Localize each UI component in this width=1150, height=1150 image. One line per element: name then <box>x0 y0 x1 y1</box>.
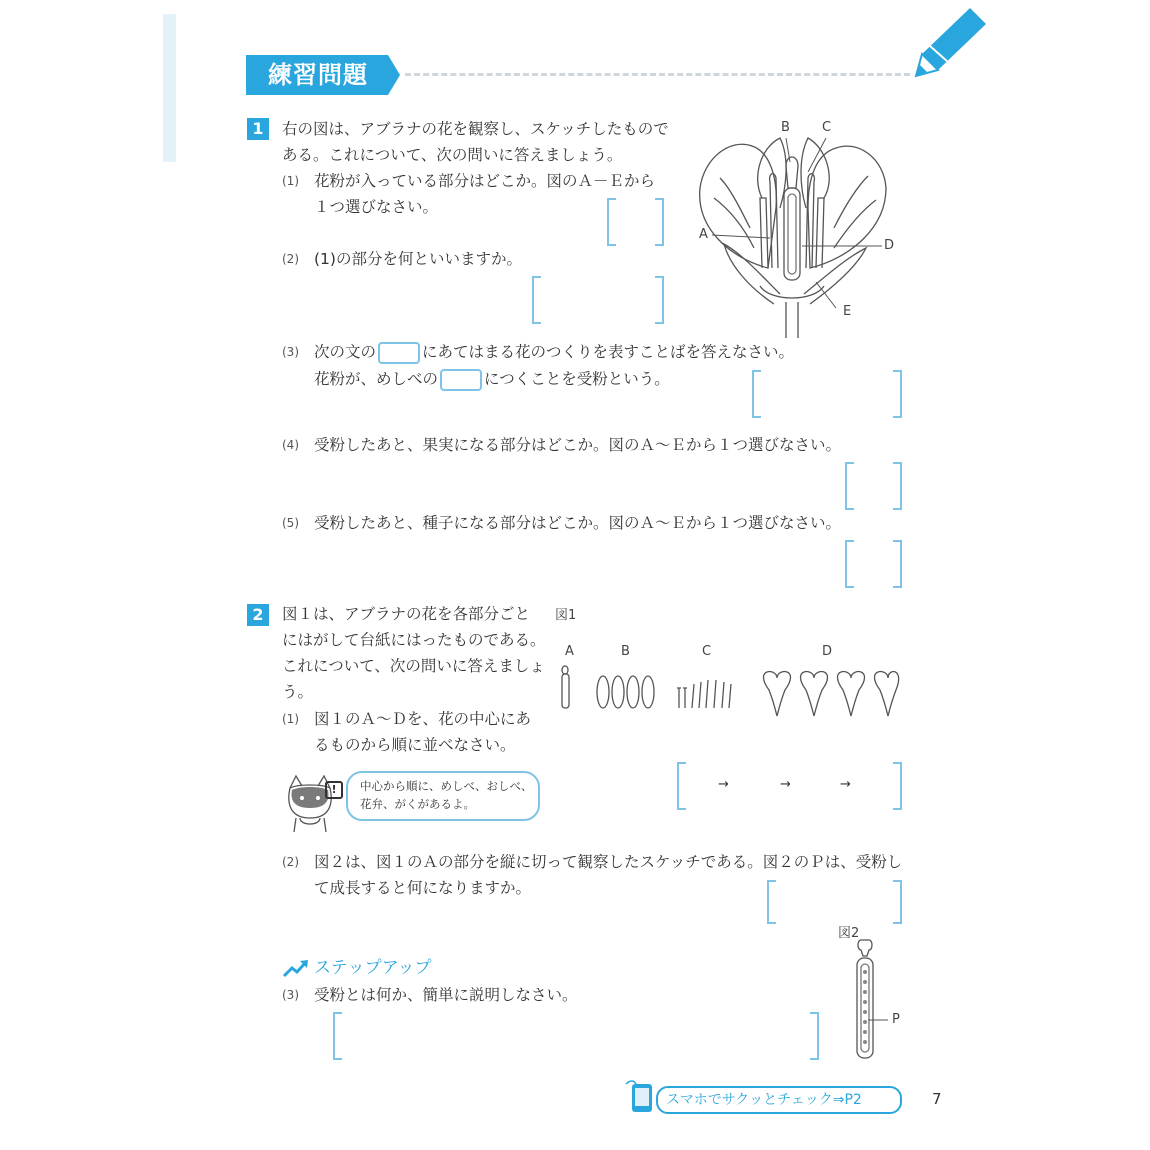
q1-sub3-answer-bracket-left[interactable] <box>752 370 761 418</box>
hint-exclamation: ! <box>325 781 343 799</box>
section-title-banner <box>246 55 400 95</box>
rape-flower-figure <box>690 118 910 340</box>
q2-sub1-answer-bracket-left[interactable] <box>677 762 686 810</box>
q1-sub3-line-1b: にあてはまる花のつくりを表すことばを答えなさい。 <box>422 343 795 361</box>
q1-sub1-answer-bracket-left[interactable] <box>607 198 616 246</box>
q1-sub5-text: 受粉したあと、種子になる部分はどこか。図のＡ～Ｅから１つ選びなさい。 <box>314 514 842 532</box>
q1-sub2-text: (1)の部分を何といいますか。 <box>314 250 522 268</box>
q1-sub2-answer-bracket-right[interactable] <box>655 276 664 324</box>
q1-sub1-line-2: １つ選びなさい。 <box>314 198 439 216</box>
q2-intro-line-4: う。 <box>282 683 314 701</box>
q1-sub4-number: (4) <box>282 438 299 452</box>
q1-sub4-answer-bracket-right[interactable] <box>893 462 902 510</box>
order-arrow-1: → <box>718 777 729 792</box>
pencil-icon <box>908 2 990 78</box>
q1-sub3-answer-bracket-right[interactable] <box>893 370 902 418</box>
q1-sub5-answer-bracket-left[interactable] <box>845 540 854 588</box>
question-number-2: 2 <box>247 604 269 626</box>
q2-sub3-answer-bracket-right[interactable] <box>810 1012 819 1060</box>
flower-label-e: E <box>843 304 852 319</box>
q1-sub4-answer-bracket-left[interactable] <box>845 462 854 510</box>
q1-sub4-text: 受粉したあと、果実になる部分はどこか。図のＡ～Ｅから１つ選びなさい。 <box>314 436 842 454</box>
left-accent-bar <box>163 14 176 162</box>
q1-sub1-line-1: 花粉が入っている部分はどこか。図のＡ－Ｅから <box>314 172 656 190</box>
q1-sub3-line-2a: 花粉が、めしべの <box>314 370 439 388</box>
q2-sub2-line-1: 図２は、図１のＡの部分を縦に切って観察したスケッチである。図２のＰは、受粉し <box>314 853 903 871</box>
q1-sub2-answer-bracket-left[interactable] <box>532 276 541 324</box>
hint-bubble <box>346 771 540 821</box>
question-number-1: 1 <box>247 118 269 140</box>
q2-sub3-number: (3) <box>282 988 299 1002</box>
flower-parts-figure <box>555 660 905 720</box>
q1-sub3-line-1a: 次の文の <box>314 343 377 361</box>
q1-sub3-blank-box-1 <box>378 342 420 364</box>
q1-sub3-number: (3) <box>282 345 299 359</box>
flower-label-a: A <box>699 227 708 242</box>
q2-sub2-answer-bracket-right[interactable] <box>893 880 902 924</box>
fig1-label-a: A <box>565 644 574 659</box>
q2-intro-line-1: 図１は、アブラナの花を各部分ごと <box>282 605 531 623</box>
page-number: 7 <box>932 1090 942 1108</box>
step-up-label: ステップアップ <box>314 958 432 978</box>
q1-sub3-line-1 <box>314 339 794 365</box>
q1-intro-line-1: 右の図は、アブラナの花を観察し、スケッチしたもので <box>282 120 669 138</box>
q2-sub1-line-2: るものから順に並べなさい。 <box>314 736 516 754</box>
q1-sub3-line-2b: につくことを受粉という。 <box>484 370 670 388</box>
footer-check-link[interactable] <box>656 1086 902 1114</box>
q2-sub2-number: (2) <box>282 855 299 869</box>
q2-sub2-line-2: て成長すると何になりますか。 <box>314 879 532 897</box>
figure-2-title: 図2 <box>838 926 860 941</box>
q1-sub3-blank-box-2 <box>440 369 482 391</box>
q1-sub5-number: (5) <box>282 516 299 530</box>
header-dashed-line <box>405 73 910 76</box>
q2-sub1-answer-bracket-right[interactable] <box>893 762 902 810</box>
q2-sub3-text: 受粉とは何か、簡単に説明しなさい。 <box>314 986 578 1004</box>
flower-label-b: B <box>781 120 790 135</box>
order-arrow-2: → <box>780 777 791 792</box>
q1-sub1-number: (1) <box>282 174 299 188</box>
q2-intro-line-3: これについて、次の問いに答えましょ <box>282 657 545 675</box>
figure-2-label-p: P <box>892 1012 900 1027</box>
flower-label-d: D <box>884 238 895 253</box>
pistil-section-figure <box>848 938 888 1062</box>
q1-sub2-number: (2) <box>282 252 299 266</box>
footer-check-link-text: スマホでサクッとチェック⇒P2 <box>666 1092 862 1108</box>
section-title: 練習問題 <box>268 61 368 89</box>
q2-sub2-answer-bracket-left[interactable] <box>767 880 776 924</box>
flower-label-c: C <box>822 120 832 135</box>
q1-sub1-answer-bracket-right[interactable] <box>655 198 664 246</box>
q2-intro-line-2: にはがして台紙にはったものである。 <box>282 631 546 649</box>
smartphone-icon <box>624 1078 658 1114</box>
q1-sub3-line-2 <box>314 366 670 392</box>
q2-sub3-answer-bracket-left[interactable] <box>333 1012 342 1060</box>
q1-intro-line-2: ある。これについて、次の問いに答えましょう。 <box>282 146 623 164</box>
q2-sub1-number: (1) <box>282 712 299 726</box>
figure-1-title: 図1 <box>555 608 577 623</box>
q2-sub1-line-1: 図１のＡ～Ｄを、花の中心にあ <box>314 710 532 728</box>
hint-line-2: 花弁、がくがあるよ。 <box>360 797 475 811</box>
hint-line-1: 中心から順に、めしべ、おしべ、 <box>360 779 533 793</box>
q1-sub5-answer-bracket-right[interactable] <box>893 540 902 588</box>
trend-up-icon <box>282 958 310 978</box>
fig1-label-d: D <box>822 644 833 659</box>
fig1-label-b: B <box>621 644 630 659</box>
fig1-label-c: C <box>702 644 712 659</box>
order-arrow-3: → <box>840 777 851 792</box>
